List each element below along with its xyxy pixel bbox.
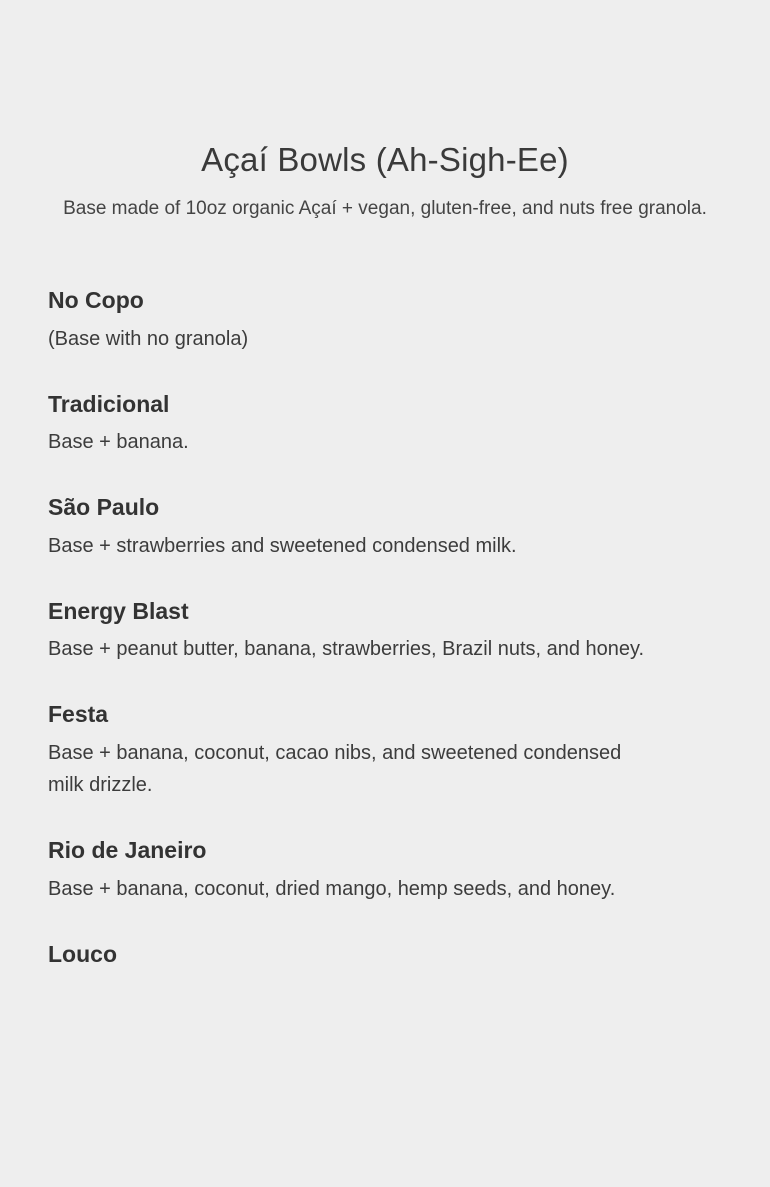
menu-item-name: Rio de Janeiro (48, 837, 207, 863)
menu-item-name: Louco (48, 940, 117, 967)
menu-item-description: Base + strawberries and sweetened condensed milk. (48, 534, 517, 557)
menu-item-list (48, 287, 722, 968)
page-title: Açaí Bowls (Ah-Sigh-Ee) (201, 141, 569, 178)
list-item (48, 941, 722, 969)
list-item (48, 837, 722, 905)
list-item (48, 701, 722, 801)
menu-item-name: Energy Blast (48, 597, 189, 624)
menu-item-description: (Base with no granola) (48, 327, 249, 350)
list-item (48, 287, 722, 355)
menu-item-name: Festa (48, 701, 109, 728)
menu-item-description: Base + banana, coconut, cacao nibs, and sweetened condensed milk drizzle. (48, 742, 622, 796)
menu-item-name: No Copo (48, 287, 144, 314)
menu-subtitle: Base made of 10oz organic Açaí + vegan, gluten-free, and nuts free granola. (63, 197, 707, 219)
menu-item-name: São Paulo (48, 494, 160, 521)
menu-item-description: Base + banana, coconut, dried mango, hemp seeds, and honey. (48, 877, 616, 900)
menu-item-description: Base + peanut butter, banana, strawberries, Brazil nuts, and honey. (48, 638, 645, 661)
menu-item-name: Tradicional (48, 390, 170, 417)
list-item (48, 598, 722, 666)
list-item (48, 391, 722, 459)
menu-item-description: Base + banana. (48, 431, 189, 454)
menu-header (48, 0, 722, 223)
list-item (48, 494, 722, 562)
